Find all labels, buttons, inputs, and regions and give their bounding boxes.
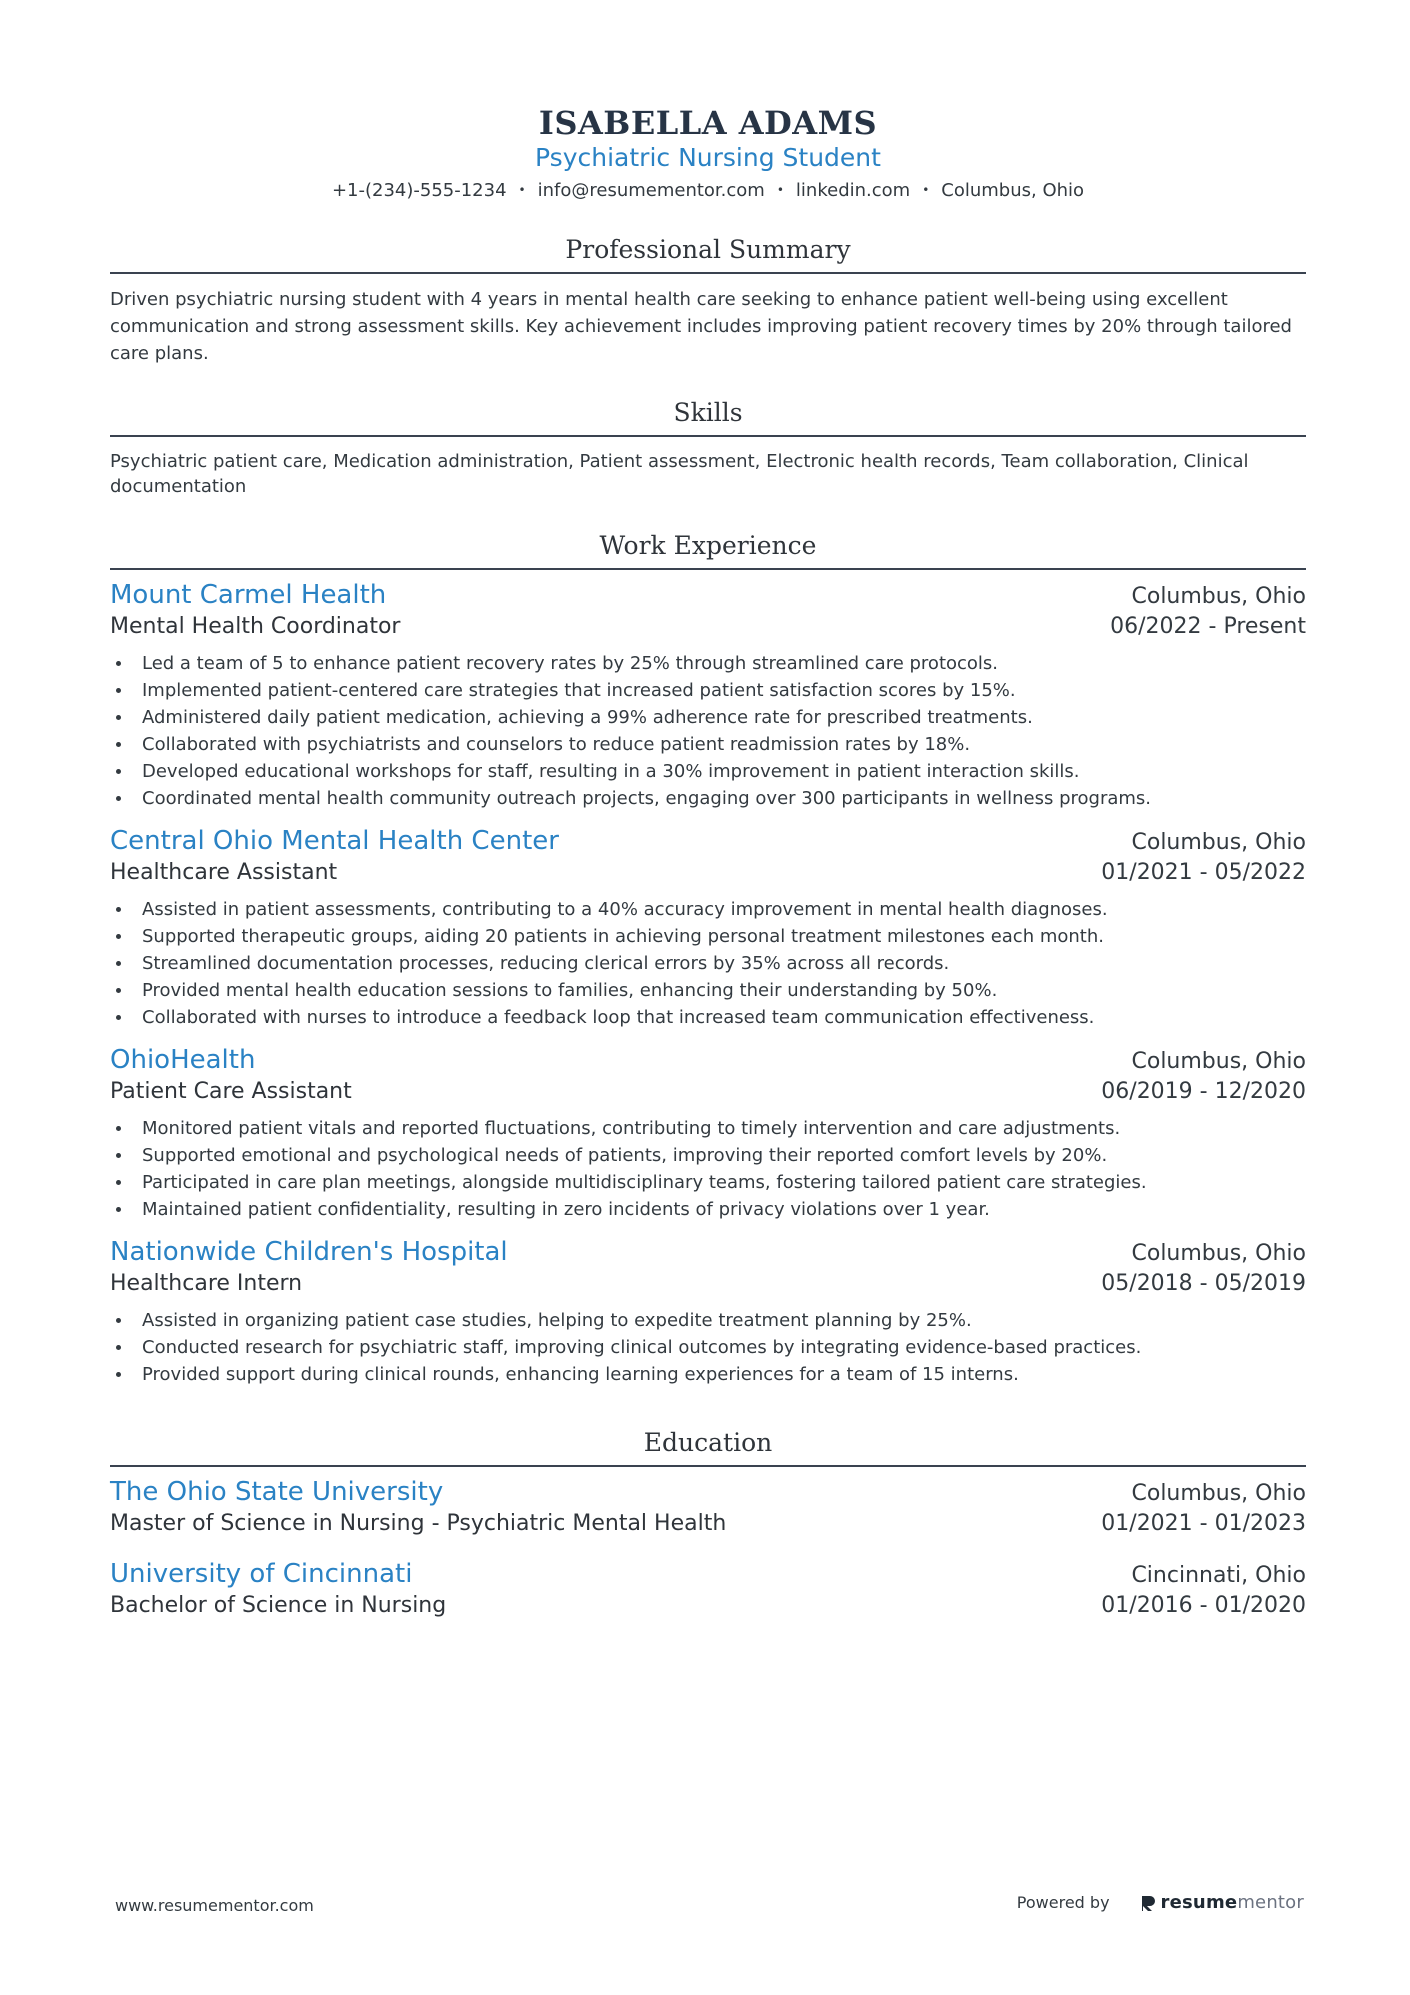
candidate-headline: Psychiatric Nursing Student <box>535 143 881 172</box>
school-dates: 01/2016 - 01/2020 <box>1101 1593 1306 1618</box>
contact-line <box>110 178 1306 203</box>
brand-text-resume: resume <box>1160 1892 1238 1913</box>
footer-branding <box>1017 1892 1304 1913</box>
job-bullets <box>110 896 1306 1031</box>
summary-text: Driven psychiatric nursing student with 4 years in mental health care seeking to enhance patient well-being using excellent communication and strong assessment skills. Key achievement includes improving patient recovery times by 20% through tailored care plans. <box>110 289 1292 364</box>
job-entry <box>110 578 1306 812</box>
contact-separator: • <box>776 183 784 197</box>
job-org: OhioHealth <box>110 1045 256 1075</box>
section-title-experience: Work Experience <box>110 529 1306 570</box>
job-bullet: Assisted in patient assessments, contributing to a 40% accuracy improvement in mental health diagnoses. <box>110 896 1306 923</box>
job-dates: 06/2022 - Present <box>1110 614 1306 639</box>
school-dates: 01/2021 - 01/2023 <box>1101 1511 1306 1536</box>
job-role: Healthcare Assistant <box>110 860 338 885</box>
job-bullet: Administered daily patient medication, achieving a 99% adherence rate for prescribed treatments. <box>110 704 1306 731</box>
job-org: Central Ohio Mental Health Center <box>110 826 559 856</box>
section-title-skills: Skills <box>110 396 1306 437</box>
job-bullet: Provided mental health education sessions to families, enhancing their understanding by 50%. <box>110 977 1306 1004</box>
job-bullet: Collaborated with nurses to introduce a feedback loop that increased team communication effectiveness. <box>110 1004 1306 1031</box>
contact-email[interactable]: info@resumementor.com <box>537 180 765 201</box>
contact-location: Columbus, Ohio <box>941 180 1085 201</box>
contact-phone: +1-(234)-555-1234 <box>331 180 507 201</box>
candidate-name: ISABELLA ADAMS <box>538 104 878 142</box>
job-entry <box>110 824 1306 1031</box>
contact-separator: • <box>518 183 526 197</box>
school-degree: Bachelor of Science in Nursing <box>110 1593 447 1618</box>
job-bullet: Monitored patient vitals and reported fluctuations, contributing to timely intervention and care adjustments. <box>110 1115 1306 1142</box>
section-title-education: Education <box>110 1426 1306 1467</box>
section-title-summary: Professional Summary <box>110 233 1306 274</box>
job-location: Columbus, Ohio <box>1131 1241 1306 1266</box>
skills-section <box>110 396 1306 499</box>
job-bullets <box>110 1115 1306 1223</box>
school-location: Columbus, Ohio <box>1131 1481 1306 1506</box>
job-bullet: Participated in care plan meetings, alongside multidisciplinary teams, fostering tailored patient care strategies. <box>110 1169 1306 1196</box>
job-role: Mental Health Coordinator <box>110 614 401 639</box>
job-bullet: Supported therapeutic groups, aiding 20 patients in achieving personal treatment milestones each month. <box>110 923 1306 950</box>
skills-text: Psychiatric patient care, Medication administration, Patient assessment, Electronic health records, Team collaboration, Clinical documentation <box>110 451 1249 497</box>
education-entry <box>110 1475 1306 1539</box>
job-role: Patient Care Assistant <box>110 1079 352 1104</box>
resumementor-logo-icon <box>1140 1894 1156 1912</box>
job-bullet: Collaborated with psychiatrists and counselors to reduce patient readmission rates by 18%. <box>110 731 1306 758</box>
job-org: Nationwide Children's Hospital <box>110 1237 508 1267</box>
job-bullets <box>110 650 1306 812</box>
job-bullet: Conducted research for psychiatric staff, improving clinical outcomes by integrating evidence-based practices. <box>110 1334 1306 1361</box>
brand-logo[interactable] <box>1140 1892 1304 1913</box>
contact-separator: • <box>922 183 930 197</box>
job-bullets <box>110 1307 1306 1388</box>
school-name: University of Cincinnati <box>110 1559 413 1589</box>
school-degree: Master of Science in Nursing - Psychiatric Mental Health <box>110 1511 727 1536</box>
job-role: Healthcare Intern <box>110 1271 303 1296</box>
summary-section <box>110 233 1306 367</box>
experience-section <box>110 529 1306 1388</box>
job-dates: 05/2018 - 05/2019 <box>1101 1271 1306 1296</box>
job-dates: 01/2021 - 05/2022 <box>1101 860 1306 885</box>
job-bullet: Maintained patient confidentiality, resulting in zero incidents of privacy violations over 1 year. <box>110 1196 1306 1223</box>
job-entry <box>110 1235 1306 1388</box>
school-location: Cincinnati, Ohio <box>1131 1563 1306 1588</box>
footer-website[interactable]: www.resumementor.com <box>115 1896 314 1915</box>
job-bullet: Implemented patient-centered care strategies that increased patient satisfaction scores by 15%. <box>110 677 1306 704</box>
contact-linkedin[interactable]: linkedin.com <box>795 180 911 201</box>
job-dates: 06/2019 - 12/2020 <box>1101 1079 1306 1104</box>
resume-header <box>110 0 1306 203</box>
job-location: Columbus, Ohio <box>1131 584 1306 609</box>
education-section <box>110 1426 1306 1621</box>
job-bullet: Assisted in organizing patient case studies, helping to expedite treatment planning by 25%. <box>110 1307 1306 1334</box>
job-org: Mount Carmel Health <box>110 580 387 610</box>
resume-page <box>110 0 1306 1621</box>
job-bullet: Developed educational workshops for staff, resulting in a 30% improvement in patient interaction skills. <box>110 758 1306 785</box>
school-name: The Ohio State University <box>110 1477 444 1507</box>
job-location: Columbus, Ohio <box>1131 1049 1306 1074</box>
job-bullet: Supported emotional and psychological needs of patients, improving their reported comfort levels by 20%. <box>110 1142 1306 1169</box>
education-entry <box>110 1557 1306 1621</box>
brand-text-mentor: mentor <box>1237 1892 1304 1913</box>
powered-by-label: Powered by <box>1016 1893 1110 1912</box>
job-bullet: Streamlined documentation processes, reducing clerical errors by 35% across all records. <box>110 950 1306 977</box>
job-location: Columbus, Ohio <box>1131 830 1306 855</box>
job-bullet: Coordinated mental health community outreach projects, engaging over 300 participants in wellness programs. <box>110 785 1306 812</box>
job-entry <box>110 1043 1306 1223</box>
job-bullet: Provided support during clinical rounds, enhancing learning experiences for a team of 15 interns. <box>110 1361 1306 1388</box>
job-bullet: Led a team of 5 to enhance patient recovery rates by 25% through streamlined care protocols. <box>110 650 1306 677</box>
